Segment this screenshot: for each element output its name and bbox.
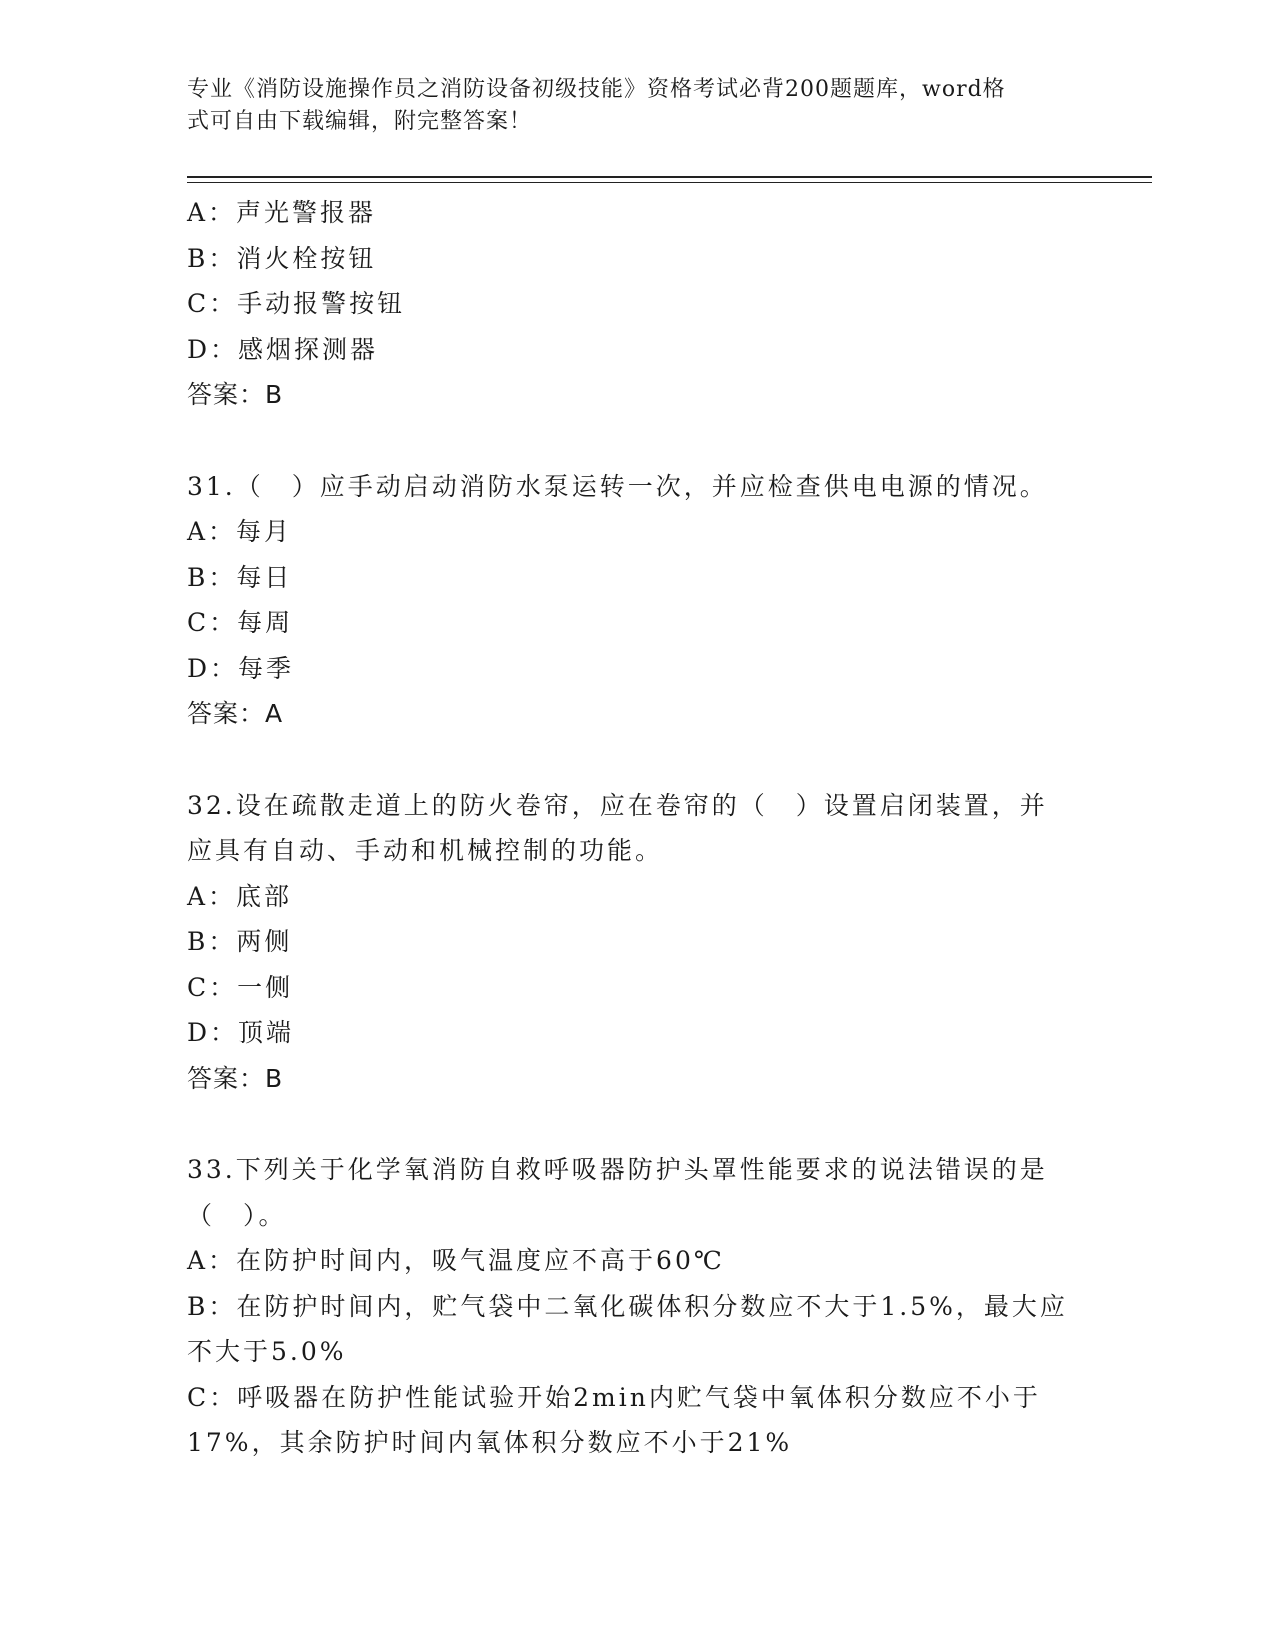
option-b: B：两侧 bbox=[187, 927, 293, 956]
option-a: A：在防护时间内，吸气温度应不高于60℃ bbox=[187, 1246, 725, 1275]
option-c: C：一侧 bbox=[187, 972, 294, 1002]
answer-line: 答案：B bbox=[187, 380, 284, 409]
answer-line: 答案：A bbox=[187, 699, 284, 728]
question-gap bbox=[187, 737, 1087, 783]
option-b-line-2: 不大于5.0% bbox=[187, 1337, 347, 1366]
document-header bbox=[187, 74, 1067, 138]
option-b: B：消火栓按钮 bbox=[187, 243, 377, 273]
question-stem-line-2: 应具有自动、手动和机械控制的功能。 bbox=[187, 836, 664, 865]
question-33 bbox=[187, 1147, 1087, 1466]
option-a: A：每月 bbox=[187, 517, 293, 546]
question-stem-line-1: 33.下列关于化学氧消防自救呼吸器防护头罩性能要求的说法错误的是 bbox=[187, 1155, 1048, 1184]
option-b-line-1: B：在防护时间内，贮气袋中二氧化碳体积分数应不大于1.5%，最大应 bbox=[187, 1291, 1068, 1321]
question-gap bbox=[187, 418, 1087, 464]
option-c: C：每周 bbox=[187, 608, 294, 637]
header-divider-thin bbox=[187, 182, 1152, 183]
question-stem-line-1: 32.设在疏散走道上的防火卷帘，应在卷帘的（ ）设置启闭装置，并 bbox=[187, 790, 1048, 820]
answer-line: 答案：B bbox=[187, 1063, 284, 1093]
header-divider-thick bbox=[187, 176, 1152, 178]
question-stem: 31.（ ）应手动启动消防水泵运转一次，并应检查供电电源的情况。 bbox=[187, 471, 1048, 501]
option-c: C：手动报警按钮 bbox=[187, 289, 406, 318]
question-stem-line-2: （ ）。 bbox=[187, 1200, 287, 1230]
question-30 bbox=[187, 190, 1087, 418]
option-a: A：声光警报器 bbox=[187, 198, 377, 227]
option-a: A：底部 bbox=[187, 881, 293, 911]
question-31 bbox=[187, 464, 1087, 737]
option-d: D：顶端 bbox=[187, 1018, 295, 1047]
option-d: D：每季 bbox=[187, 653, 295, 683]
question-list bbox=[187, 190, 1087, 1466]
option-b: B：每日 bbox=[187, 562, 293, 592]
option-c-line-2: 17%，其余防护时间内氧体积分数应不小于21% bbox=[187, 1428, 793, 1457]
option-d: D：感烟探测器 bbox=[187, 334, 379, 364]
header-line-2: 式可自由下载编辑，附完整答案！ bbox=[187, 109, 533, 134]
option-c-line-1: C：呼吸器在防护性能试验开始2min内贮气袋中氧体积分数应不小于 bbox=[187, 1382, 1041, 1412]
question-gap bbox=[187, 1101, 1087, 1147]
header-line-1: 专业《消防设施操作员之消防设备初级技能》资格考试必背200题题库，word格 bbox=[187, 77, 1006, 102]
question-32 bbox=[187, 783, 1087, 1102]
